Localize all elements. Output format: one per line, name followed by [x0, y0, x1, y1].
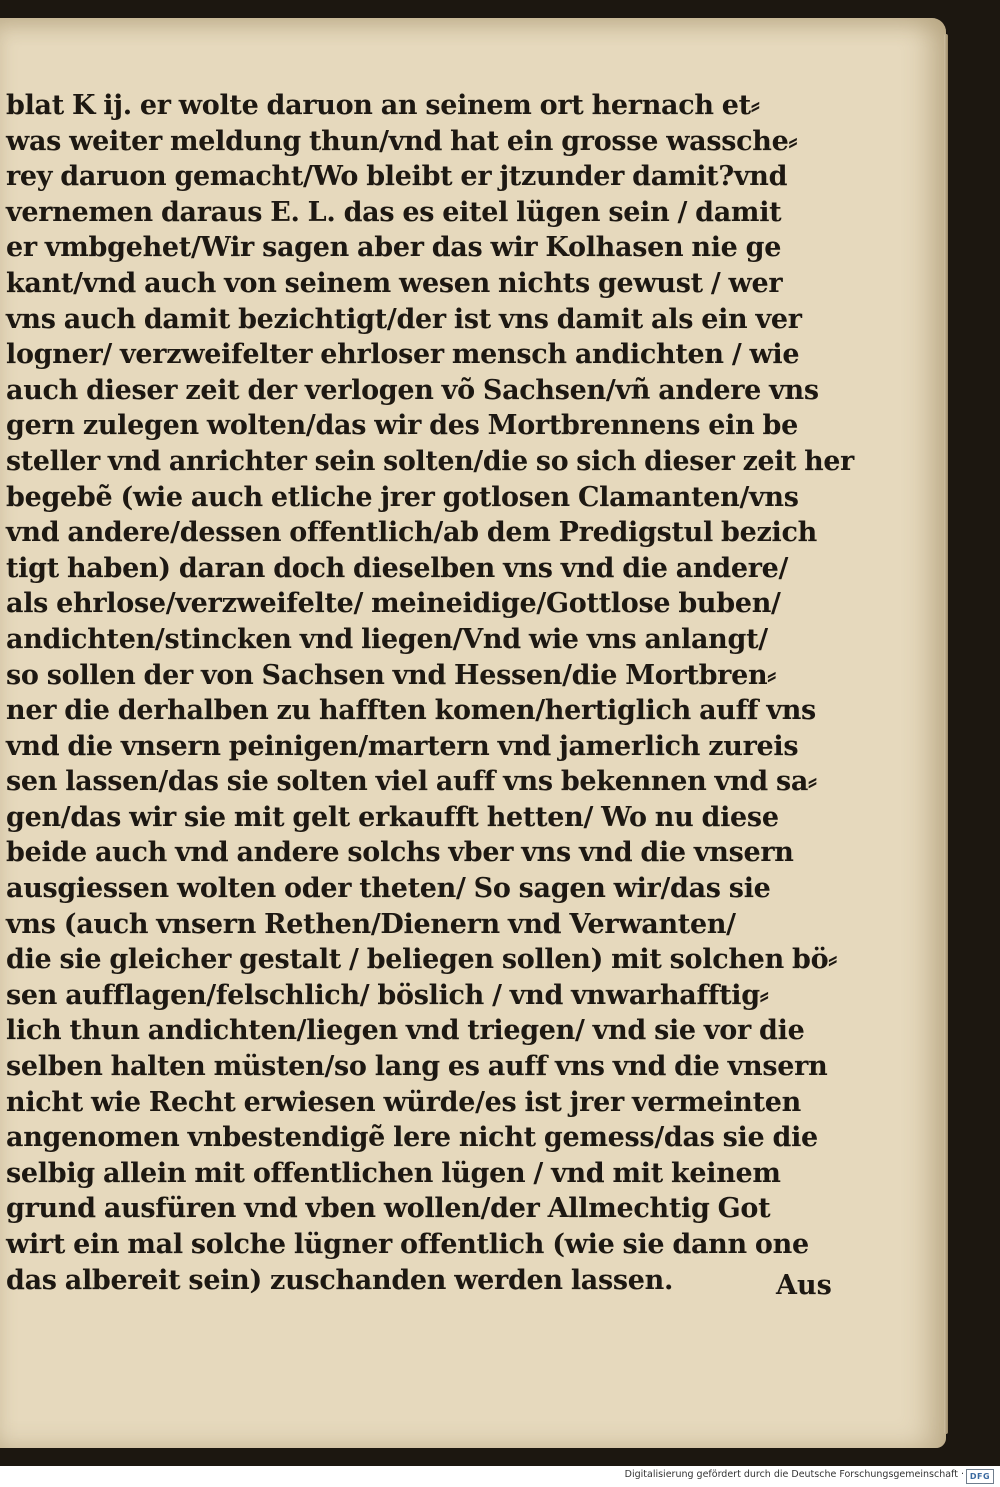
text-line: vnd die vnsern peinigen/martern vnd jamerlich zureis	[6, 730, 799, 762]
catchword: Aus	[776, 1270, 832, 1301]
text-line: steller vnd anrichter sein solten/die so sich dieser zeit her	[6, 445, 854, 477]
text-line: so sollen der von Sachsen vnd Hessen/die Mortbren⸗	[6, 659, 776, 691]
text-line: gern zulegen wolten/das wir des Mortbrennens ein be	[6, 410, 798, 442]
text-line: sen lassen/das sie solten viel auff vns bekennen vnd sa⸗	[6, 766, 817, 798]
text-line: ausgiessen wolten oder theten/ So sagen wir/das sie	[6, 873, 771, 905]
text-line: logner/ verzweifelter ehrloser mensch andichten / wie	[6, 339, 800, 371]
text-line: nicht wie Recht erwiesen würde/es ist jrer vermeinten	[6, 1086, 801, 1118]
text-line: wirt ein mal solche lügner offentlich (wie sie dann one	[6, 1229, 809, 1260]
text-line: kant/vnd auch von seinem wesen nichts gewust / wer	[6, 267, 783, 299]
dfg-logo-icon: DFG	[966, 1469, 994, 1484]
footer-bar	[0, 1466, 1000, 1487]
text-line: was weiter meldung thun/vnd hat ein grosse wassche⸗	[6, 125, 798, 157]
funding-credit: Digitalisierung gefördert durch die Deutsche Forschungsgemeinschaft ·	[624, 1469, 964, 1480]
text-line: selbig allein mit offentlichen lügen / vnd mit keinem	[6, 1157, 781, 1189]
text-line: als ehrlose/verzweifelte/ meineidige/Gottlose buben/	[6, 588, 781, 620]
text-line: blat K ij. er wolte daruon an seinem ort hernach et⸗	[6, 90, 760, 121]
text-line: tigt haben) daran doch dieselben vns vnd die andere/	[6, 552, 789, 584]
text-line: beide auch vnd andere solchs vber vns vnd die vnsern	[6, 837, 794, 869]
text-line: die sie gleicher gestalt / beliegen sollen) mit solchen bö⸗	[6, 944, 837, 976]
text-line: vns auch damit bezichtigt/der ist vns damit als ein ver	[6, 303, 802, 335]
text-line: vnd andere/dessen offentlich/ab dem Predigstul bezich	[6, 517, 817, 549]
page-text-block	[6, 88, 854, 1328]
text-line: andichten/stincken vnd liegen/Vnd wie vns anlangt/	[6, 623, 768, 655]
text-line: grund ausfüren vnd vben wollen/der Allmechtig Got	[6, 1193, 771, 1225]
text-line: vns (auch vnsern Rethen/Dienern vnd Verwanten/	[6, 908, 736, 940]
text-line: auch dieser zeit der verlogen võ Sachsen/vñ andere vns	[6, 374, 819, 406]
text-line: begebẽ (wie auch etliche jrer gotlosen Clamanten/vns	[6, 481, 799, 513]
text-line: er vmbgehet/Wir sagen aber das wir Kolhasen nie ge	[6, 232, 782, 264]
page-edge	[944, 34, 948, 1434]
text-line: ner die derhalben zu hafften komen/hertiglich auff vns	[6, 695, 816, 727]
text-line: rey daruon gemacht/Wo bleibt er jtzunder damit?vnd	[6, 161, 788, 193]
book-page	[0, 18, 946, 1448]
text-line: vernemen daraus E. L. das es eitel lügen sein / damit	[6, 196, 782, 228]
text-line: lich thun andichten/liegen vnd triegen/ vnd sie vor die	[6, 1015, 805, 1047]
text-line: selben halten müsten/so lang es auff vns vnd die vnsern	[6, 1051, 828, 1083]
text-line: gen/das wir sie mit gelt erkaufft hetten/ Wo nu diese	[6, 801, 779, 833]
text-line: angenomen vnbestendigẽ lere nicht gemess/das sie die	[6, 1122, 818, 1154]
text-line: sen aufflagen/felschlich/ böslich / vnd vnwarhafftig⸗	[6, 979, 769, 1011]
text-line: das albereit sein) zuschanden werden lassen.	[6, 1264, 674, 1296]
